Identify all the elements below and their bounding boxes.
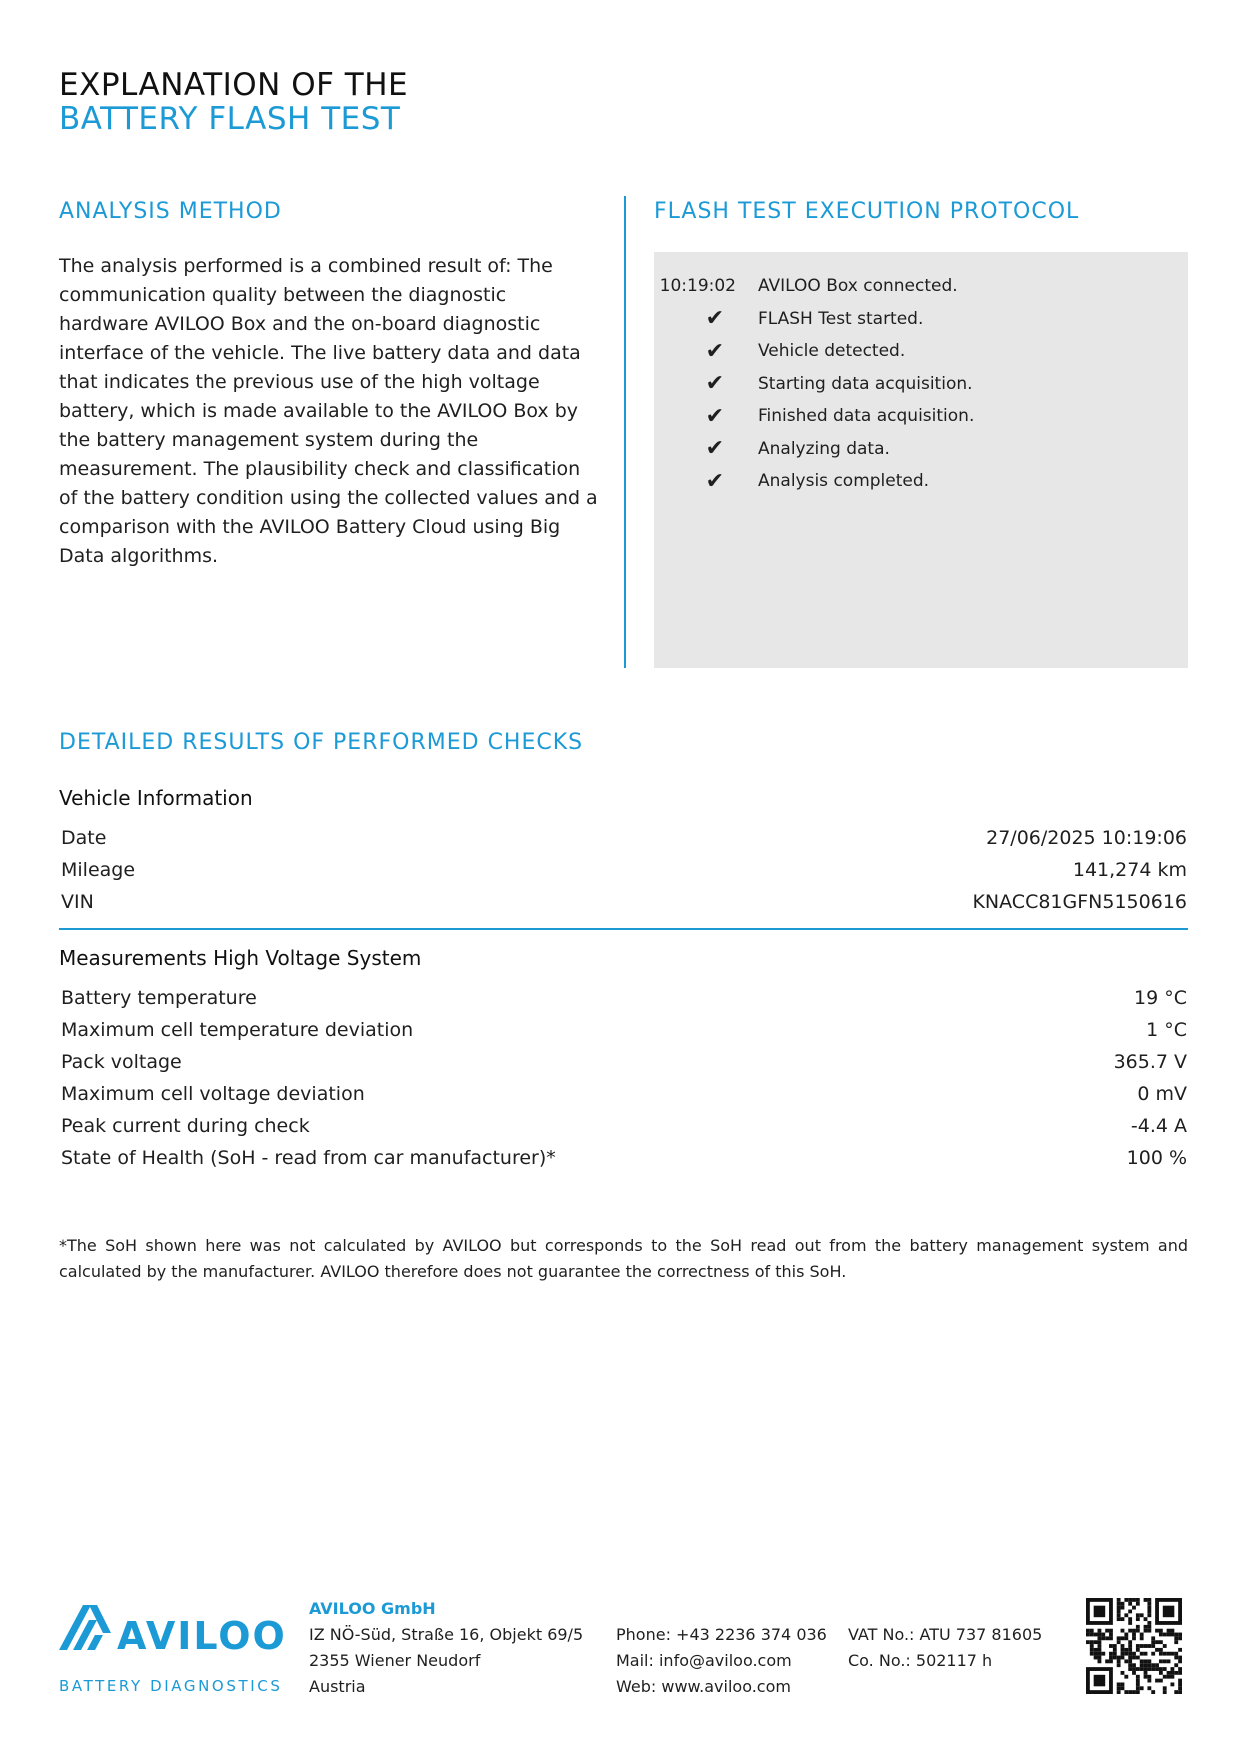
table-row	[61, 854, 1187, 886]
phone: Phone: +43 2236 374 036	[616, 1625, 827, 1644]
row-label: Mileage	[61, 859, 136, 881]
measurements-table	[61, 982, 1187, 1174]
protocol-step-text: Starting data acquisition.	[758, 373, 973, 394]
table-row	[61, 1014, 1187, 1046]
page-title	[59, 68, 408, 136]
qr-code	[1086, 1598, 1182, 1694]
row-value: KNACC81GFN5150616	[972, 891, 1187, 913]
table-row	[61, 1078, 1187, 1110]
protocol-step	[654, 368, 1188, 401]
results-heading: DETAILED RESULTS OF PERFORMED CHECKS	[59, 730, 584, 755]
protocol-step-text: Finished data acquisition.	[758, 406, 975, 427]
logo-wordmark: AVILOO	[117, 1614, 287, 1658]
protocol-step-text: Vehicle detected.	[758, 341, 906, 362]
checkmark-icon: ✔	[705, 403, 724, 429]
protocol-step	[654, 303, 1188, 336]
protocol-step	[654, 400, 1188, 433]
row-label: Maximum cell temperature deviation	[61, 1019, 414, 1041]
checkmark-icon: ✔	[705, 436, 724, 462]
protocol-step	[654, 270, 1188, 303]
company-number: Co. No.: 502117 h	[848, 1651, 993, 1670]
table-row	[61, 822, 1187, 854]
protocol-step	[654, 465, 1188, 498]
row-value: 141,274 km	[1072, 859, 1187, 881]
footer-registry	[848, 1622, 1042, 1674]
section-divider	[59, 928, 1188, 930]
title-line-1: EXPLANATION OF THE	[59, 67, 409, 103]
table-row	[61, 1046, 1187, 1078]
protocol-step-text: Analysis completed.	[758, 471, 930, 492]
row-value: -4.4 A	[1130, 1115, 1187, 1137]
row-label: Maximum cell voltage deviation	[61, 1083, 365, 1105]
row-label: Date	[61, 827, 107, 849]
table-row	[61, 886, 1187, 918]
checkmark-icon: ✔	[705, 371, 724, 397]
footer-contact	[616, 1622, 827, 1700]
row-label: Battery temperature	[61, 987, 257, 1009]
checkmark-icon: ✔	[705, 338, 724, 364]
analysis-method-heading: ANALYSIS METHOD	[59, 199, 282, 224]
protocol-step	[654, 433, 1188, 466]
protocol-heading: FLASH TEST EXECUTION PROTOCOL	[654, 199, 1080, 224]
analysis-method-text: The analysis performed is a combined result of: The communication quality between the diagnostic hardware AVILOO Box and the on-board diagnostic interface of the vehicle. The live battery data and data that indicates the previous use of the high voltage battery, which is made available to the AVILOO Box by the battery management system during the measurement. The plausibility check and classification of the battery condition using the collected values and a comparison with the AVILOO Battery Cloud using Big Data algorithms.	[59, 255, 598, 567]
protocol-step	[654, 335, 1188, 368]
title-line-2: BATTERY FLASH TEST	[59, 101, 401, 137]
table-row	[61, 982, 1187, 1014]
column-divider	[624, 196, 626, 668]
row-value: 365.7 V	[1113, 1051, 1187, 1073]
row-label: Peak current during check	[61, 1115, 310, 1137]
address-line: 2355 Wiener Neudorf	[309, 1651, 481, 1670]
row-label: Pack voltage	[61, 1051, 182, 1073]
vehicle-info-table	[61, 822, 1187, 918]
row-label: VIN	[61, 891, 94, 913]
checkmark-icon: ✔	[705, 306, 724, 332]
protocol-step-text: Analyzing data.	[758, 438, 890, 459]
footer-address	[309, 1596, 583, 1700]
table-row	[61, 1142, 1187, 1174]
row-value: 27/06/2025 10:19:06	[986, 827, 1187, 849]
protocol-step-text: AVILOO Box connected.	[758, 276, 958, 297]
row-value: 1 °C	[1146, 1019, 1187, 1041]
website-link[interactable]: Web: www.aviloo.com	[616, 1677, 791, 1696]
protocol-timestamp: 10:19:02	[659, 276, 736, 297]
protocol-log	[654, 252, 1188, 668]
row-value: 19 °C	[1134, 987, 1187, 1009]
protocol-step-text: FLASH Test started.	[758, 308, 924, 329]
row-label: State of Health (SoH - read from car manufacturer)*	[61, 1147, 556, 1169]
soh-footnote: *The SoH shown here was not calculated by AVILOO but corresponds to the SoH read out from the battery management system and calculated by the manufacturer. AVILOO therefore does not guarantee the correctness of this SoH.	[59, 1236, 1188, 1281]
address-line: IZ NÖ-Süd, Straße 16, Objekt 69/5	[309, 1625, 584, 1644]
email-link[interactable]: Mail: info@aviloo.com	[616, 1651, 792, 1670]
row-value: 100 %	[1126, 1147, 1187, 1169]
address-line: Austria	[309, 1677, 366, 1696]
table-row	[61, 1110, 1187, 1142]
row-value: 0 mV	[1137, 1083, 1187, 1105]
vehicle-info-heading: Vehicle Information	[59, 786, 253, 810]
checkmark-icon: ✔	[705, 468, 724, 494]
company-name: AVILOO GmbH	[309, 1599, 436, 1618]
logo-tagline: BATTERY DIAGNOSTICS	[59, 1677, 283, 1695]
measurements-heading: Measurements High Voltage System	[59, 946, 422, 970]
vat-number: VAT No.: ATU 737 81605	[848, 1625, 1043, 1644]
